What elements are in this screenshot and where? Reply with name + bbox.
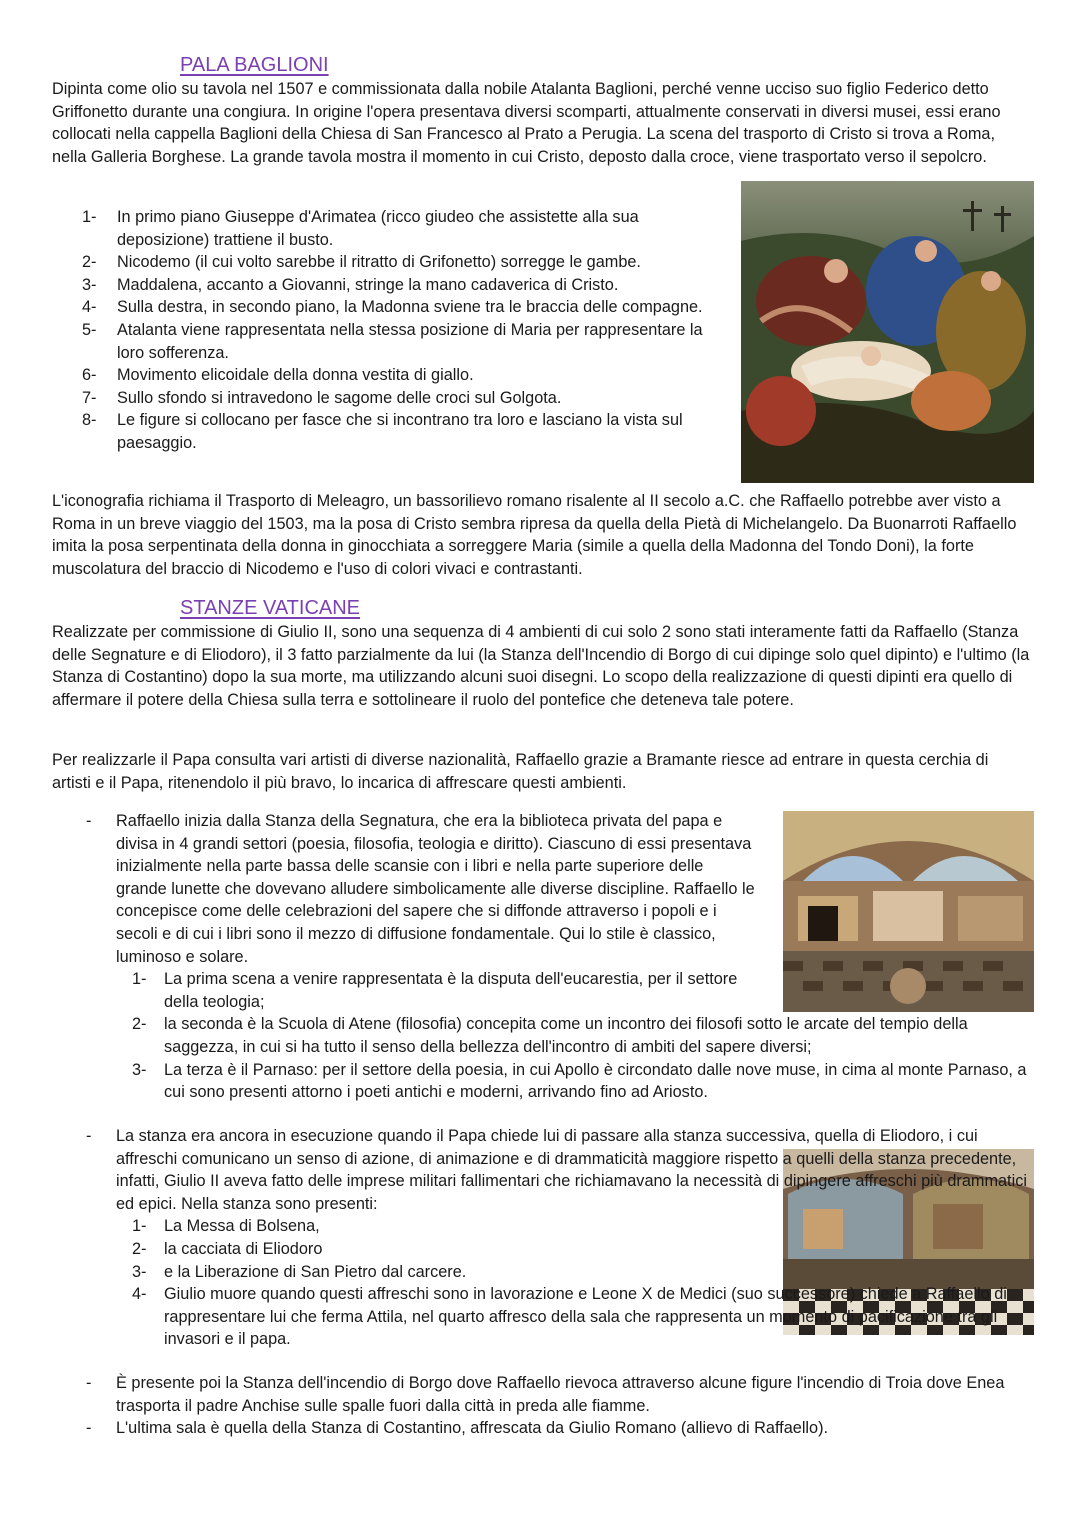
list-number: 4- bbox=[82, 298, 97, 317]
list-item bbox=[82, 274, 722, 297]
list-text: La Messa di Bolsena, bbox=[164, 1217, 320, 1236]
list-item bbox=[82, 319, 722, 364]
list-item bbox=[82, 251, 722, 274]
list-text: e la Liberazione di San Pietro dal carcere. bbox=[164, 1262, 467, 1281]
list-number: 2- bbox=[132, 1015, 147, 1034]
stanze-intro-paragraph: Realizzate per commissione di Giulio II, sono una sequenza di 4 ambienti di cui solo 2 sono stati interamente fatti da Raffaello (Stanza delle Segnature e di Eliodoro), il 3 fatto parzialmente da lui (la Stanza dell'Incendio di Borgo di cui dipinge solo quel dipinto) e l'ultimo (la Stanza di Costantino) dopo la sua morte, ma utilizzando alcuni suoi disegni. Lo scopo della realizzazione di questi dipinti era quello di affermare il potere della Chiesa sulla terra e sottolineare il ruolo del pontefice che deteneva tale potere. bbox=[52, 623, 1030, 709]
list-text: Maddalena, accanto a Giovanni, stringe la mano cadaverica di Cristo. bbox=[117, 275, 619, 294]
list-text: Atalanta viene rappresentata nella stessa posizione di Maria per rappresentare la loro sofferenza. bbox=[117, 320, 703, 362]
incendio-item bbox=[52, 1372, 1030, 1417]
list-text: In primo piano Giuseppe d'Arimatea (ricco giudeo che assistette alla sua deposizione) trattiene il busto. bbox=[117, 208, 639, 249]
list-item bbox=[82, 409, 722, 454]
list-number: 3- bbox=[132, 1060, 147, 1079]
list-text: Sullo sfondo si intravedono le sagome delle croci sul Golgota. bbox=[117, 388, 562, 407]
section-title-stanze-vaticane: STANZE VATICANE bbox=[180, 597, 361, 619]
list-item bbox=[116, 1215, 772, 1238]
list-text: Movimento elicoidale della donna vestita di giallo. bbox=[117, 366, 474, 385]
list-item bbox=[116, 1013, 1030, 1058]
segnatura-item bbox=[52, 810, 1030, 1104]
list-text: La terza è il Parnaso: per il settore della poesia, in cui Apollo è circondato dalle nove muse, in cima al monte Parnaso, a cui sono presenti attorno i poeti antichi e moderni, arrivando fino ad Ariosto. bbox=[164, 1060, 1027, 1102]
list-text: La prima scena a venire rappresentata è la disputa dell'eucarestia, per il settore della teologia; bbox=[164, 970, 738, 1011]
list-item bbox=[116, 1238, 772, 1261]
list-item bbox=[82, 206, 722, 251]
segnatura-paragraph: Raffaello inizia dalla Stanza della Segnatura, che era la biblioteca privata del papa e divisa in 4 grandi settori (poesia, filosofia, teologia e diritto). Ciascuno di essi presentava inizialmente nella parte bassa delle scansie con i libri e nella parte superiore delle grande lunette che dovevano alludere simbolicamente alle diverse discipline. Raffaello le concepisce come delle celebrazioni del sapere che si diffonde attraverso i popoli e i secoli e di cui i libri sono il mezzo di diffusione fondamentale. Qui lo stile è classico, luminoso e solare. bbox=[116, 812, 755, 966]
list-number: 3- bbox=[132, 1262, 147, 1281]
list-item bbox=[82, 364, 722, 387]
costantino-item bbox=[52, 1417, 1030, 1440]
list-number: 7- bbox=[82, 388, 97, 407]
intro-paragraph: Dipinta come olio su tavola nel 1507 e commissionata dalla nobile Atalanta Baglioni, perché venne ucciso suo figlio Federico detto Griffonetto durante una congiura. In origine l'opera presentava diversi scomparti, attualmente conservati in diversi musei, essi erano collocati nella cappella Baglioni della Chiesa di San Francesco al Prato a Perugia. La scena del trasporto di Cristo si trova a Roma, nella Galleria Borghese. La grande tavola mostra il momento in cui Cristo, deposto dalla croce, viene trasportato verso il sepolcro. bbox=[52, 80, 1001, 166]
dash-marker: - bbox=[86, 1419, 92, 1437]
list-item bbox=[116, 1261, 772, 1284]
list-item bbox=[116, 1283, 1030, 1351]
iconography-paragraph: L'iconografia richiama il Trasporto di Meleagro, un bassorilievo romano risalente al II secolo a.C. che Raffaello potrebbe aver visto a Roma in un breve viaggio del 1503, ma la posa di Cristo sembra ripresa da quella della Pietà di Michelangelo. Da Buonarroti Raffaello imita la posa serpentinata della donna in ginocchiata a sorreggere Maria (simile a quella della Madonna del Tondo Doni), la forte muscolatura del braccio di Nicodemo e l'uso di colori vivaci e contrastanti. bbox=[52, 492, 1017, 578]
list-number: 1- bbox=[132, 1217, 147, 1236]
list-text: Nicodemo (il cui volto sarebbe il ritratto di Grifonetto) sorregge le gambe. bbox=[117, 253, 641, 272]
list-item bbox=[82, 296, 722, 319]
list-number: 2- bbox=[132, 1239, 147, 1258]
list-item bbox=[82, 387, 722, 410]
incendio-paragraph: È presente poi la Stanza dell'incendio di Borgo dove Raffaello rievoca attraverso alcune figure l'incendio di Troia dove Enea trasporta il padre Anchise sulle spalle fuori dalla città in preda alle fiamme. bbox=[116, 1374, 1005, 1415]
list-text: la cacciata di Eliodoro bbox=[164, 1239, 323, 1258]
list-text: Sulla destra, in secondo piano, la Madonna sviene tra le braccia delle compagne. bbox=[117, 298, 703, 317]
dash-marker: - bbox=[86, 1374, 92, 1392]
dash-marker: - bbox=[86, 812, 92, 830]
list-number: 8- bbox=[82, 411, 97, 430]
segnatura-scene-list bbox=[116, 968, 1030, 1104]
list-number: 4- bbox=[132, 1285, 147, 1304]
eliodoro-item bbox=[52, 1125, 1030, 1351]
list-number: 2- bbox=[82, 253, 97, 272]
eliodoro-fresco-list bbox=[116, 1215, 1030, 1351]
section-title-pala-baglioni: PALA BAGLIONI bbox=[180, 54, 329, 76]
list-item bbox=[116, 968, 772, 1013]
list-number: 6- bbox=[82, 366, 97, 385]
list-text: Giulio muore quando questi affreschi sono in lavorazione e Leone X de Medici (suo successore) chiede a Raffaello di rappresentare lui che ferma Attila, nel quarto affresco della sala che rappresenta un momento di pacificazione tra gli invasori e il papa. bbox=[164, 1285, 1007, 1349]
list-text: la seconda è la Scuola di Atene (filosofia) concepita come un incontro dei filosofi sotto le arcate del tempio della saggezza, in cui si ha tutto il senso della bellezza dell'incontro di ambiti del sapere diversi; bbox=[164, 1015, 968, 1056]
list-number: 3- bbox=[82, 275, 97, 294]
list-number: 1- bbox=[132, 970, 147, 989]
dash-marker: - bbox=[86, 1127, 92, 1145]
list-item bbox=[116, 1059, 1030, 1104]
costantino-paragraph: L'ultima sala è quella della Stanza di Costantino, affrescata da Giulio Romano (allievo di Raffaello). bbox=[116, 1419, 829, 1437]
list-number: 5- bbox=[82, 320, 97, 339]
deposition-painting-image bbox=[741, 181, 1034, 483]
stanze-artists-paragraph: Per realizzarle il Papa consulta vari artisti di diverse nazionalità, Raffaello grazie a Bramante riesce ad entrare in questa cerchia di artisti e il Papa, ritenendolo il più bravo, lo incarica di affrescare questi ambienti. bbox=[52, 751, 989, 792]
eliodoro-paragraph: La stanza era ancora in esecuzione quando il Papa chiede lui di passare alla stanza successiva, quella di Eliodoro, i cui affreschi comunicano un senso di azione, di animazione e di drammaticità maggiore rispetto a quelli della stanza precedente, infatti, Giulio II aveva fatto delle imprese militari fallimentari che richiamavano la necessità di dipingere affreschi più drammatici ed epici. Nella stanza sono presenti: bbox=[116, 1127, 1027, 1213]
list-text: Le figure si collocano per fasce che si incontrano tra loro e lasciano la vista sul paesaggio. bbox=[117, 411, 683, 452]
figure-list bbox=[82, 206, 722, 455]
list-number: 1- bbox=[82, 208, 97, 226]
